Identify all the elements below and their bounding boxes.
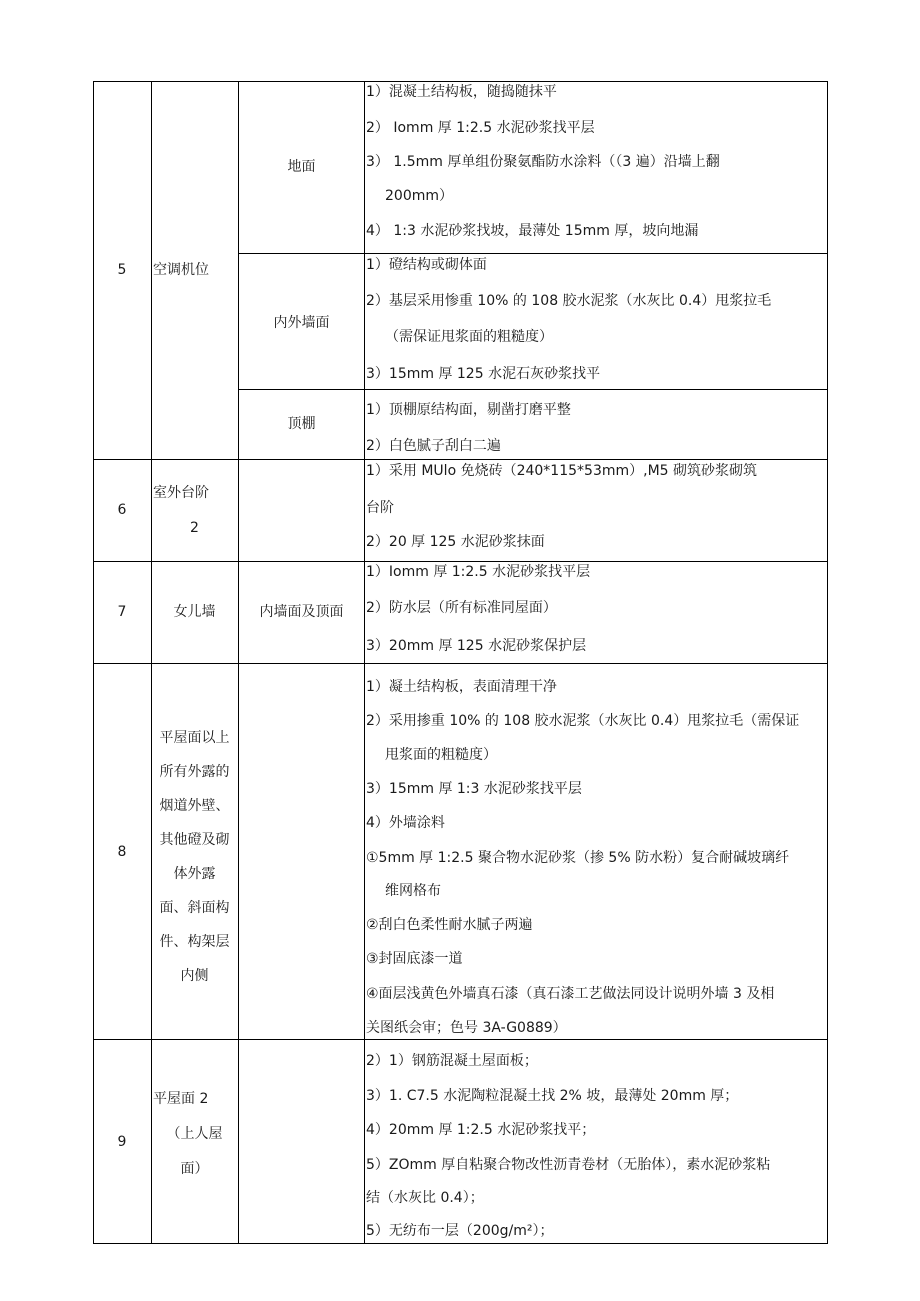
spec-line: 3） 1.5mm 厚单组份聚氨酯防水涂料（（3 遍）沿墙上翻 — [366, 154, 720, 170]
table-rule — [238, 389, 828, 390]
spec-line: 2） Iomm 厚 1:2.5 水泥砂浆找平层 — [366, 120, 595, 136]
spec-line: 1）Iomm 厚 1:2.5 水泥砂浆找平层 — [366, 564, 591, 580]
table-rule — [93, 561, 828, 562]
table-rule — [364, 81, 365, 1244]
spec-line: 1）混凝土结构板，随捣随抹平 — [366, 84, 557, 100]
spec-line: （需保证甩浆面的粗糙度） — [385, 329, 553, 345]
spec-line: 200mm） — [385, 188, 453, 204]
table-rule — [93, 663, 828, 664]
table-rule — [151, 81, 152, 1244]
spec-line: 2）采用掺重 10% 的 108 胶水泥浆（水灰比 0.4）甩浆拉毛（需保证 — [366, 713, 800, 729]
spec-line: 2）1）钢筋混凝土屋面板； — [366, 1053, 538, 1069]
spec-line: 4） 1:3 水泥砂浆找坡，最薄处 15mm 厚，坡向地漏 — [366, 223, 699, 239]
table-rule — [93, 459, 828, 460]
spec-line: 1）凝土结构板，表面清理干净 — [366, 679, 557, 695]
row-number: 9 — [117, 1134, 127, 1150]
spec-line: ①5mm 厚 1:2.5 聚合物水泥砂浆（掺 5% 防水粉）复合耐碱坡璃纤 — [366, 850, 790, 866]
spec-line: 3）15mm 厚 1:3 水泥砂浆找平层 — [366, 781, 582, 797]
spec-line: 关图纸会审；色号 3A-G0889） — [366, 1020, 567, 1036]
spec-line: ④面层浅黄色外墙真石漆（真石漆工艺做法同设计说明外墙 3 及相 — [366, 986, 775, 1002]
row-location: 空调机位 — [153, 262, 209, 278]
row-location: 女儿墙 — [173, 604, 216, 620]
spec-line: 台阶 — [366, 500, 394, 516]
spec-line: 2）基层采用惨重 10% 的 108 胶水泥浆（水灰比 0.4）甩浆拉毛 — [366, 293, 772, 309]
row-location: 烟道外壁、 — [159, 798, 230, 814]
row-part: 地面 — [287, 159, 316, 175]
row-location: 其他磴及砌 — [159, 832, 230, 848]
row-location: 平屋面 2 — [153, 1091, 209, 1107]
spec-line: 甩浆面的粗糙度） — [385, 747, 497, 763]
row-location: 平屋面以上 — [159, 730, 230, 746]
table-rule — [238, 253, 828, 254]
spec-line: 1）磴结构或砌体面 — [366, 257, 487, 273]
spec-line: 1）采用 MUlo 免烧砖（240*115*53mm）,M5 砌筑砂浆砌筑 — [366, 463, 758, 479]
row-part: 内外墙面 — [273, 315, 330, 331]
row-location: 体外露 — [173, 866, 216, 882]
spec-line: 3）1. C7.5 水泥陶粒混凝土找 2% 坡，最薄处 20mm 厚； — [366, 1088, 739, 1104]
spec-line: 5）无纺布一层（200g/m²）； — [366, 1223, 554, 1239]
row-part: 顶棚 — [287, 416, 316, 432]
row-number: 8 — [117, 844, 127, 860]
table-rule — [827, 81, 828, 1244]
spec-line: ②刮白色柔性耐水腻子两遍 — [366, 917, 533, 933]
row-location: 件、构架层 — [159, 934, 230, 950]
spec-line: 2）白色腻子刮白二遍 — [366, 438, 501, 454]
spec-line: 3）20mm 厚 125 水泥砂浆保护层 — [366, 638, 587, 654]
spec-line: 4）20mm 厚 1:2.5 水泥砂浆找平； — [366, 1122, 596, 1138]
spec-line: ③封固底漆一道 — [366, 951, 463, 967]
row-location: 所有外露的 — [159, 764, 230, 780]
spec-line: 3）15mm 厚 125 水泥石灰砂浆找平 — [366, 366, 601, 382]
row-number: 7 — [117, 604, 127, 620]
spec-line: 维网格布 — [385, 883, 441, 899]
table-rule — [93, 1039, 828, 1040]
row-location: 面） — [180, 1161, 209, 1177]
row-location: 内侧 — [180, 968, 209, 984]
spec-line: 2）防水层（所有标准同屋面） — [366, 600, 557, 616]
row-number: 5 — [117, 262, 127, 278]
row-location: 室外台阶 — [153, 485, 209, 501]
row-location: 2 — [190, 520, 199, 536]
spec-line: 2）20 厚 125 水泥砂浆抹面 — [366, 534, 545, 550]
table-rule — [238, 81, 239, 1244]
spec-line: 4）外墙涂料 — [366, 815, 445, 831]
spec-line: 1）顶棚原结构面，剔凿打磨平整 — [366, 402, 571, 418]
row-part: 内墙面及顶面 — [259, 604, 344, 620]
spec-line: 结（水灰比 0.4）； — [366, 1190, 484, 1206]
row-number: 6 — [117, 502, 127, 518]
table-rule — [93, 1243, 828, 1244]
spec-line: 5）ZOmm 厚自粘聚合物改性沥青卷材（无胎体），素水泥砂浆粘 — [366, 1157, 771, 1173]
row-location: 面、斜面构 — [159, 900, 230, 916]
table-rule — [93, 81, 94, 1244]
table-rule — [93, 81, 828, 82]
row-location: （上人屋 — [166, 1126, 223, 1142]
